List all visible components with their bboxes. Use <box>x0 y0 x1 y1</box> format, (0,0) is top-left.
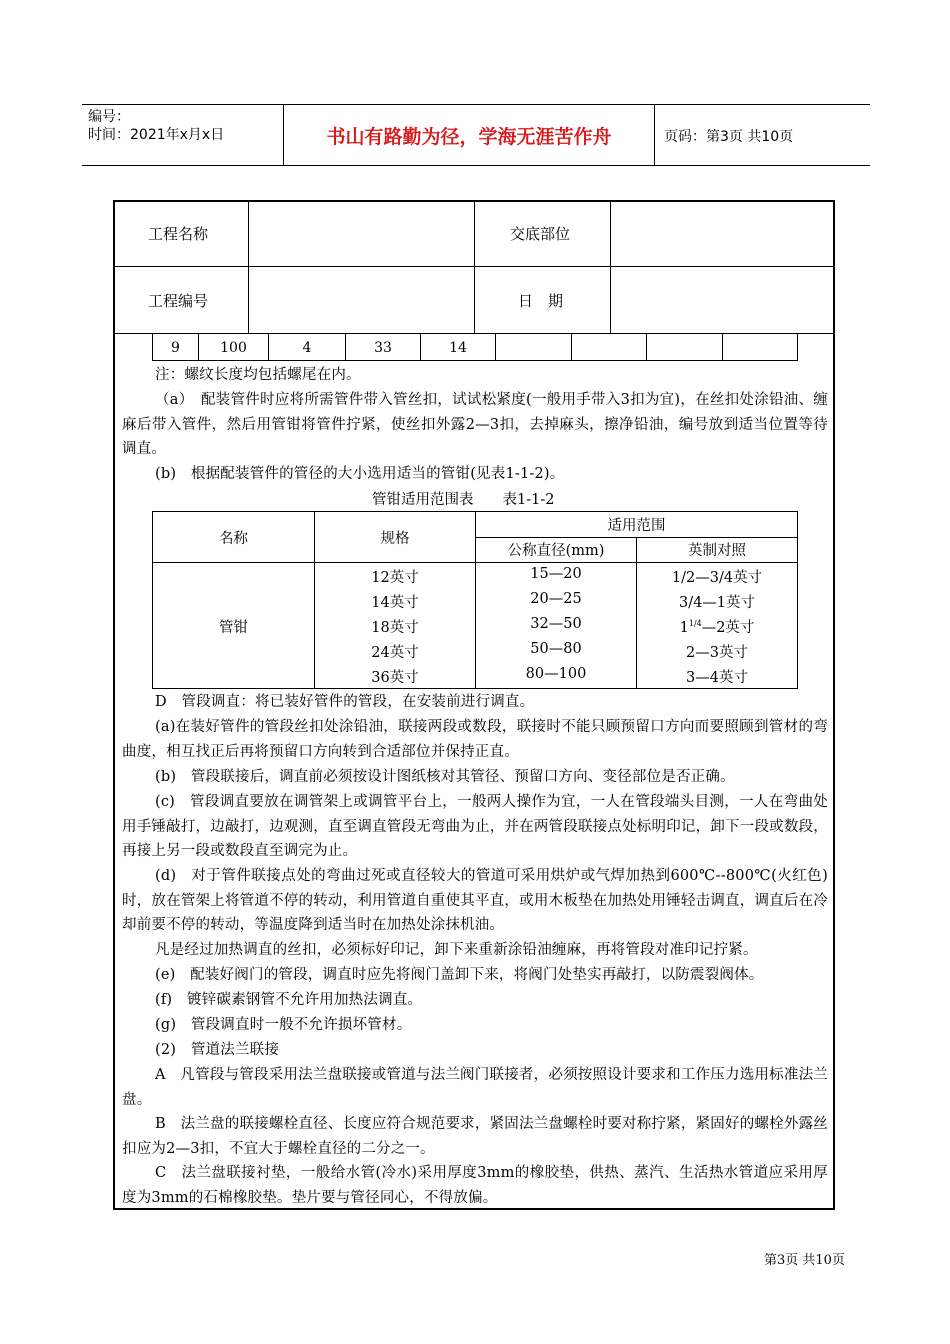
project-name-value-cell[interactable] <box>250 202 473 265</box>
thread-table-border <box>797 334 798 360</box>
header-page-info: 页码：第3页 共10页 <box>664 129 794 145</box>
pliers-nominal: 15—20 <box>530 566 582 582</box>
thread-table-border <box>646 334 647 360</box>
thread-table-border <box>495 334 496 360</box>
pliers-table-caption: 管钳适用范围表 表1-1-2 <box>372 492 555 508</box>
pliers-nominal: 20—25 <box>530 591 582 607</box>
header-date-label: 时间：2021年x月x日 <box>88 127 225 143</box>
paragraph-flange-B: B 法兰盘的联接螺栓直径、长度应符合规范要求，紧固法兰盘螺栓时要对称拧紧，紧固好的螺栓外露丝扣应为2—3扣，不宜大于螺栓直径的二分之一。 <box>122 1116 828 1157</box>
imperial-rest: —2英寸 <box>701 620 755 636</box>
paragraph-D-d: (d) 对于管件联接点处的弯曲过死或直径较大的管道可采用烘炉或气焊加热到600℃--800℃(火红色)时，放在管架上将管道不停的转动，利用管道自重使其平直，或用木板垫在加热处用锤轻击调直，调直后在冷却前要不停的转动，等温度降到适当时在加热处涂抹机油。 <box>122 868 828 934</box>
thread-table-cell: 14 <box>449 340 467 356</box>
paragraph-D-f: (f) 镀锌碳素钢管不允许用加热法调直。 <box>155 992 423 1008</box>
pliers-header-name: 名称 <box>219 531 248 547</box>
pliers-header-range: 适用范围 <box>607 518 666 534</box>
date-label: 日 期 <box>518 292 564 310</box>
pliers-header-nominal: 公称直径(mm) <box>507 543 605 559</box>
handover-part-label: 交底部位 <box>510 225 571 243</box>
thread-table-cell: 9 <box>171 340 180 356</box>
pliers-tool-name: 管钳 <box>219 620 248 636</box>
paragraph-flange-C: C 法兰盘联接衬垫，一般给水管(冷水)采用厚度3mm的橡胶垫，供热、蒸汽、生活热水管道应采用厚度为3mm的石棉橡胶垫。垫片要与管径同心，不得放偏。 <box>122 1165 828 1206</box>
thread-table-border <box>722 334 723 360</box>
pliers-header-imperial: 英制对照 <box>688 543 746 559</box>
paragraph-flange-A: A 凡管段与管段采用法兰盘联接或管道与法兰阀门联接者，必须按照设计要求和工作压力选用标准法兰盘。 <box>122 1067 828 1108</box>
pliers-table-rule <box>797 511 798 688</box>
header-divider-right <box>654 104 655 165</box>
note-paragraph: 注：螺纹长度均包括螺尾在内。 <box>155 367 361 383</box>
pliers-spec: 18英寸 <box>371 620 419 636</box>
pliers-table-rule <box>152 688 798 689</box>
paragraph-D-a: (a)在装好管件的管段丝扣处涂铅油，联接两段或数段，联接时不能只顾预留口方向而要照顾到管材的弯曲度，相互找正后再将预留口方向转到合适部位并保持正直。 <box>122 719 828 760</box>
pliers-spec: 24英寸 <box>371 645 419 661</box>
pliers-imperial: 1/2—3/4英寸 <box>671 570 763 586</box>
pliers-imperial: 3—4英寸 <box>686 670 748 686</box>
form-col-divider-2 <box>474 201 475 333</box>
paragraph-D-c: (c) 管段调直要放在调管架上或调管平台上，一般两人操作为宜，一人在管段端头目测，一人在弯曲处用手锤敲打，边敲打，边观测，直至调直管段无弯曲为止，并在两管段联接点处标明印记，卸下一段或数段，再接上另一段或数段直至调完为止。 <box>122 794 828 860</box>
paragraph-a: （a） 配装管件时应将所需管件带入管丝扣，试试松紧度(一般用手带入3扣为宜)，在丝扣处涂铅油、缠麻后带入管件，然后用管钳将管件拧紧，使丝扣外露2—3扣，去掉麻头，擦净铅油，编号放到适当位置等待调直。 <box>122 392 828 458</box>
header-number-label: 编号： <box>88 109 130 125</box>
imperial-fraction: 1/4 <box>688 619 702 629</box>
thread-table-cell: 100 <box>220 340 247 356</box>
header-bottom-rule <box>82 165 870 166</box>
project-no-label: 工程编号 <box>148 292 209 310</box>
pliers-nominal: 80—100 <box>525 666 587 682</box>
paragraph-D-e: (e) 配装好阀门的管段，调直时应先将阀门盖卸下来，将阀门处垫实再敲打，以防震裂阀体。 <box>155 967 764 983</box>
paragraph-D-g: (g) 管段调直时一般不允许损坏管材。 <box>155 1017 412 1033</box>
pliers-spec: 36英寸 <box>371 670 419 686</box>
pliers-imperial <box>637 616 797 637</box>
pliers-nominal: 32—50 <box>530 616 582 632</box>
project-name-label: 工程名称 <box>148 225 209 243</box>
pliers-imperial: 2—3英寸 <box>686 645 748 661</box>
thread-table-border <box>571 334 572 360</box>
thread-table-bottom-rule <box>152 360 798 361</box>
paragraph-D-b: (b) 管段联接后，调直前必须按设计图纸核对其管径、预留口方向、变径部位是否正确。 <box>155 769 735 785</box>
handover-part-value-cell[interactable] <box>612 202 833 265</box>
header-motto: 书山有路勤为径，学海无涯苦作舟 <box>326 126 612 148</box>
paragraph-b: (b) 根据配装管件的管径的大小选用适当的管钳(见表1-1-2)。 <box>155 466 565 482</box>
pliers-nominal: 50—80 <box>530 641 582 657</box>
form-col-divider-1 <box>248 201 249 333</box>
date-value-cell[interactable] <box>612 268 833 332</box>
thread-table-cell: 4 <box>302 340 312 356</box>
footer-page-info: 第3页 共10页 <box>764 1253 845 1268</box>
thread-table-cell: 33 <box>374 340 392 356</box>
section-flange-heading: (2) 管道法兰联接 <box>155 1042 280 1058</box>
pliers-spec: 12英寸 <box>371 570 419 586</box>
pliers-spec: 14英寸 <box>371 595 419 611</box>
project-no-value-cell[interactable] <box>250 268 473 332</box>
imperial-base: 1 <box>679 620 689 636</box>
pliers-imperial: 3/4—1英寸 <box>678 595 756 611</box>
form-col-divider-3 <box>610 201 611 333</box>
header-top-rule <box>82 104 870 105</box>
form-bottom-divider <box>114 333 834 334</box>
pliers-header-spec: 规格 <box>380 531 410 547</box>
paragraph-D: D 管段调直：将已装好管件的管段，在安装前进行调直。 <box>155 694 535 710</box>
paragraph-heat-note: 凡是经过加热调直的丝扣，必须标好印记，卸下来重新涂铅油缠麻，再将管段对准印记拧紧。 <box>155 942 758 958</box>
